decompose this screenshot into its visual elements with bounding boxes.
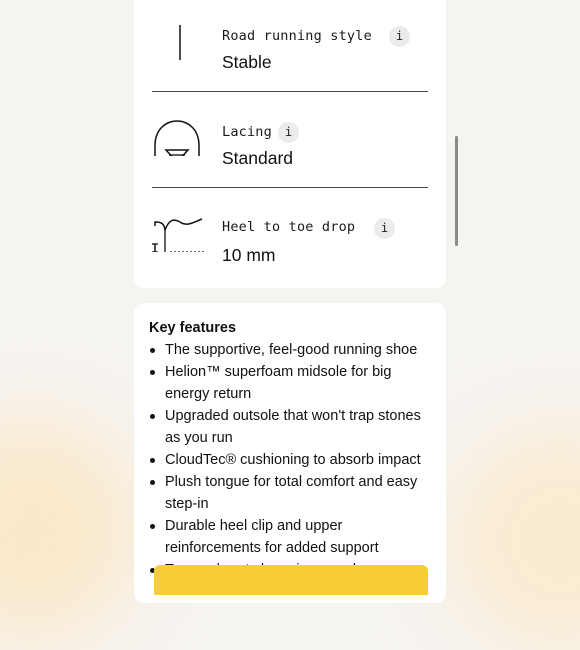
divider [152, 187, 428, 188]
specs-card [134, 0, 446, 288]
add-to-cart-button[interactable] [154, 565, 428, 595]
lacing-icon [152, 96, 208, 156]
spec-value: Stable [222, 52, 272, 72]
list-item: Helion™ superfoam midsole for big energy return [149, 361, 434, 405]
divider [152, 91, 428, 92]
info-icon[interactable]: i [278, 122, 299, 143]
list-item: The supportive, feel-good running shoe [149, 339, 434, 361]
road-style-icon [152, 0, 208, 60]
list-item: CloudTec® cushioning to absorb impact [149, 449, 434, 471]
spec-heel-to-toe-drop [152, 192, 428, 288]
heel-drop-icon [152, 192, 208, 252]
spec-lacing [152, 96, 428, 192]
spec-label: Road running style [222, 28, 372, 44]
info-icon[interactable]: i [389, 26, 410, 47]
spec-value: Standard [222, 148, 294, 168]
background-glow-right [450, 430, 580, 650]
spec-value: 10 mm [222, 245, 276, 265]
key-features-card [134, 303, 446, 603]
spec-label: Lacing [222, 124, 272, 140]
scrollbar[interactable] [455, 136, 458, 246]
background-glow-left [0, 420, 140, 640]
spec-road-running-style [152, 0, 428, 96]
list-item: Durable heel clip and upper reinforcements for added support [149, 515, 434, 559]
spec-label: Heel to toe drop [222, 219, 356, 235]
key-features-list [149, 339, 434, 581]
key-features-title: Key features [149, 320, 237, 336]
info-icon[interactable]: i [374, 218, 395, 239]
list-item: Plush tongue for total comfort and easy step-in [149, 471, 434, 515]
list-item: Upgraded outsole that won't trap stones as you run [149, 405, 434, 449]
